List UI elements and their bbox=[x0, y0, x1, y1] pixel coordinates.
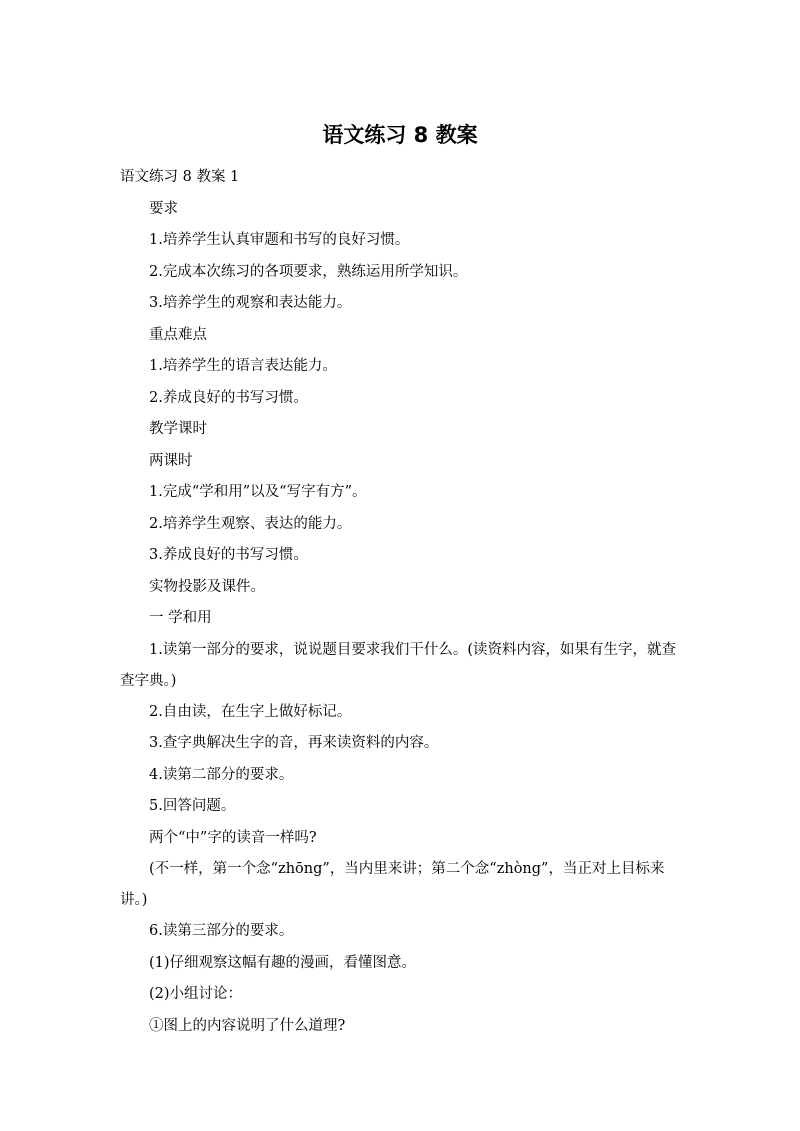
paragraph: 3.培养学生的观察和表达能力。 bbox=[149, 295, 352, 311]
section-heading: 语文练习 8 教案 1 bbox=[120, 169, 240, 185]
paragraph: 2.养成良好的书写习惯。 bbox=[149, 389, 308, 406]
paragraph: 2.自由读，在生字上做好标记。 bbox=[149, 703, 352, 720]
paragraph: 重点难点 bbox=[149, 326, 207, 343]
paragraph: (不一样，第一个念“zhōng”，当内里来讲；第二个念“zhòng”，当正对上目标来讲。) bbox=[120, 861, 665, 908]
paragraph: 两个“中”字的读音一样吗? bbox=[149, 829, 317, 846]
paragraph: 1.培养学生认真审题和书写的良好习惯。 bbox=[149, 232, 410, 248]
paragraph: 6.读第三部分的要求。 bbox=[149, 923, 294, 939]
paragraph: 1.读第一部分的要求，说说题目要求我们干什么。(读资料内容，如果有生字，就查查字典。) bbox=[120, 641, 676, 689]
paragraph: 3.查字典解决生字的音，再来读资料的内容。 bbox=[149, 735, 439, 751]
paragraph: (2)小组讨论： bbox=[149, 986, 243, 1002]
paragraph: 实物投影及课件。 bbox=[149, 578, 265, 595]
paragraph: 教学课时 bbox=[149, 421, 207, 437]
paragraph: 1.完成“学和用”以及“写字有方”。 bbox=[149, 484, 367, 500]
paragraph: 两课时 bbox=[149, 452, 193, 469]
paragraph: 一 学和用 bbox=[149, 610, 212, 626]
paragraph: (1)仔细观察这幅有趣的漫画，看懂图意。 bbox=[149, 954, 417, 971]
paragraph: 3.养成良好的书写习惯。 bbox=[149, 547, 308, 563]
paragraph: 2.培养学生观察、表达的能力。 bbox=[149, 515, 352, 532]
paragraph: ①图上的内容说明了什么道理? bbox=[149, 1017, 346, 1034]
paragraph: 2.完成本次练习的各项要求，熟练运用所学知识。 bbox=[149, 263, 468, 280]
paragraph: 4.读第二部分的要求。 bbox=[149, 766, 294, 783]
document-title: 语文练习 8 教案 bbox=[322, 123, 478, 147]
paragraph: 1.培养学生的语言表达能力。 bbox=[149, 358, 337, 374]
paragraph: 5.回答问题。 bbox=[149, 798, 236, 814]
document-body bbox=[120, 162, 690, 1042]
paragraph: 要求 bbox=[149, 200, 178, 217]
